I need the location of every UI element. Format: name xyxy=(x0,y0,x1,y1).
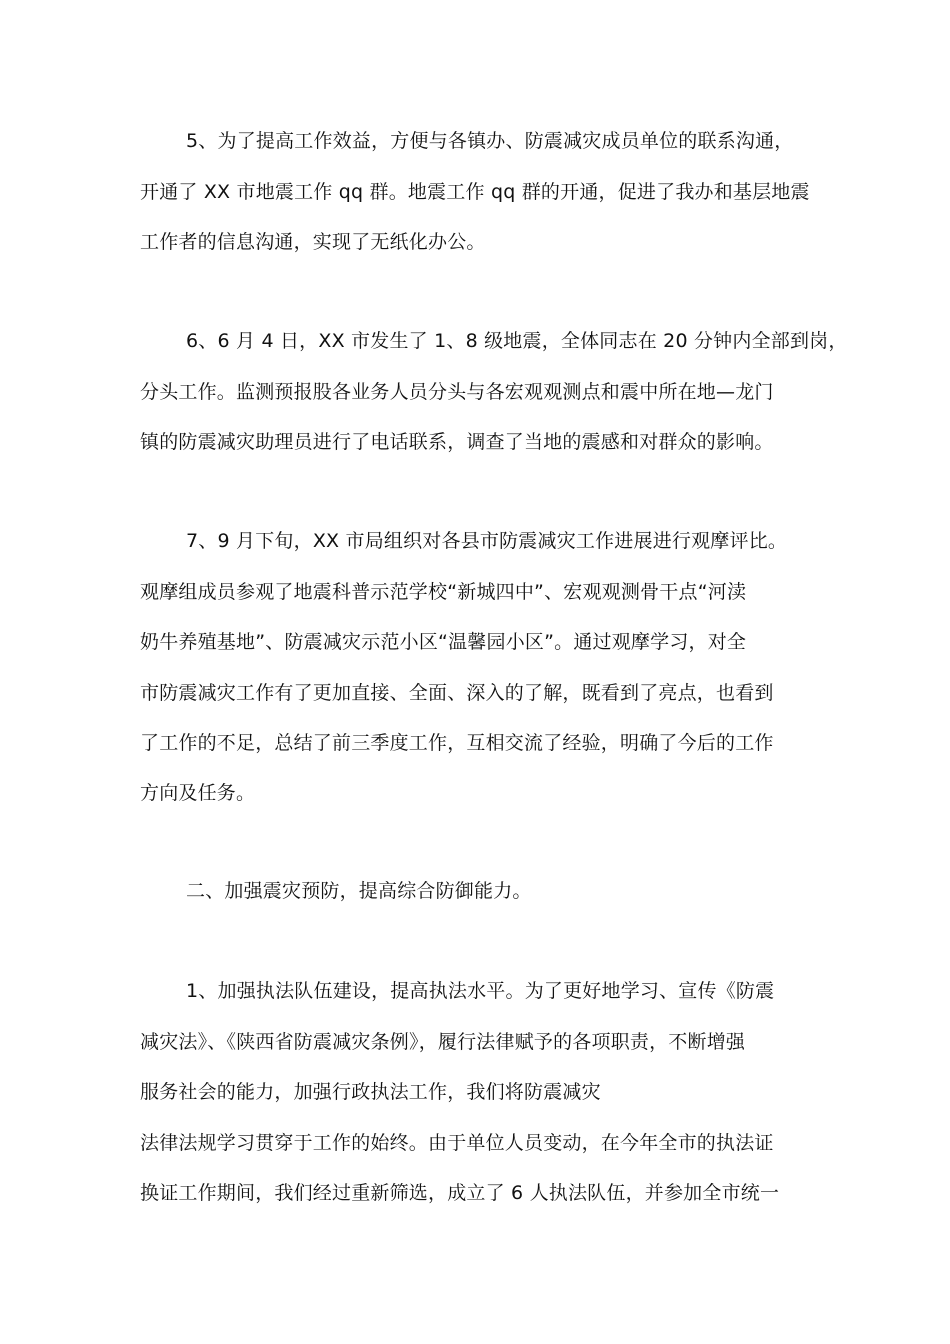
paragraph-5-line-3: 工作者的信息沟通，实现了无纸化办公。 xyxy=(140,231,486,253)
paragraph-7-line-3: 奶牛养殖基地”、防震减灾示范小区“温馨园小区”。通过观摩学习，对全 xyxy=(140,631,747,653)
section-heading: 二、加强震灾预防，提高综合防御能力。 xyxy=(186,880,532,902)
paragraph-s2-1-line-2: 减灾法》、《陕西省防震减灾条例》，履行法律赋予的各项职责，不断增强 xyxy=(140,1031,746,1053)
paragraph-6-line-3: 镇的防震减灾助理员进行了电话联系，调查了当地的震感和对群众的影响。 xyxy=(140,431,774,453)
paragraph-7-line-1: 7、9 月下旬，XX 市局组织对各县市防震减灾工作进展进行观摩评比。 xyxy=(186,530,788,552)
paragraph-7-line-6: 方向及任务。 xyxy=(140,782,256,804)
paragraph-s2-1-line-4: 法律法规学习贯穿于工作的始终。由于单位人员变动，在今年全市的执法证 xyxy=(140,1132,774,1154)
paragraph-5-line-2: 开通了 XX 市地震工作 qq 群。地震工作 qq 群的开通，促进了我办和基层地震 xyxy=(140,181,810,203)
paragraph-6-line-2: 分头工作。监测预报股各业务人员分头与各宏观观测点和震中所在地—龙门 xyxy=(140,381,774,403)
paragraph-s2-1-line-3: 服务社会的能力，加强行政执法工作，我们将防震减灾 xyxy=(140,1081,601,1103)
paragraph-5-line-1: 5、为了提高工作效益，方便与各镇办、防震减灾成员单位的联系沟通， xyxy=(186,130,794,152)
paragraph-s2-1-line-5: 换证工作期间，我们经过重新筛选，成立了 6 人执法队伍，并参加全市统一 xyxy=(140,1182,780,1204)
paragraph-7-line-4: 市防震减灾工作有了更加直接、全面、深入的了解，既看到了亮点，也看到 xyxy=(140,682,774,704)
paragraph-s2-1-line-1: 1、加强执法队伍建设，提高执法水平。为了更好地学习、宣传《防震 xyxy=(186,980,775,1002)
paragraph-7-line-2: 观摩组成员参观了地震科普示范学校“新城四中”、宏观观测骨干点“河渎 xyxy=(140,581,747,603)
paragraph-6-line-1: 6、6 月 4 日，XX 市发生了 1、8 级地震，全体同志在 20 分钟内全部到岗， xyxy=(186,330,848,352)
paragraph-7-line-5: 了工作的不足，总结了前三季度工作，互相交流了经验，明确了今后的工作 xyxy=(140,732,774,754)
